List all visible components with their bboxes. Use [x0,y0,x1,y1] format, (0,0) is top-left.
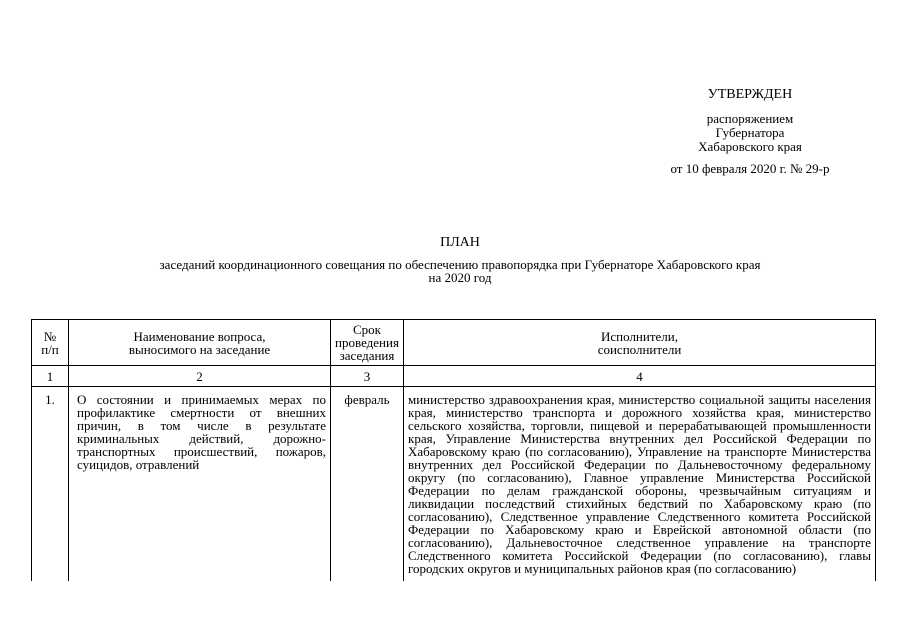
column-number-3: 3 [331,366,404,387]
header-executors-line1: Исполнители, [601,328,678,344]
row-question: О состоянии и принимаемых мерах по профилактике смертности от внешних причин, в том числе в результате криминальных действий, дорожно-транспортных происшествий, пожаров, суицидов, отравлений [69,387,331,582]
table-row [32,387,876,582]
approval-date: от 10 февраля 2020 г. № 29-р [670,161,830,176]
approval-heading: УТВЕРЖДЕН [707,87,793,102]
header-term-line1: Срок [353,322,381,337]
plan-table [31,319,876,581]
plan-subtitle-line2: на 2020 год [428,270,492,285]
header-number-line1: № [43,328,57,344]
plan-heading: ПЛАН [440,235,480,250]
header-question-line2: выносимого на заседание [128,341,271,357]
column-number-1: 1 [32,366,69,387]
approval-block [620,88,880,176]
header-number [32,320,69,366]
column-number-2: 2 [69,366,331,387]
header-term-line3: заседания [339,348,395,363]
header-executors [404,320,876,366]
header-number-line2: п/п [41,341,59,357]
row-executors: министерство здравоохранения края, министерство социальной защиты населения края, министерство транспорта и дорожного хозяйства края, министерство сельского хозяйства, торговли, пищевой и перерабатывающей промышленности края, Управление Министерства внутренних дел Российской Федерации по Хабаровскому краю (по согласованию), Управление на транспорте Министерства внутренних дел Российской Федерации по Дальневосточному федеральному округу (по согласованию), Главное управление Министерства Российской Федерации по делам гражданской обороны, чрезвычайным ситуациям и ликвидации последствий стихийных бедствий по Хабаровскому краю (по согласованию), Следственное управление Следственного комитета Российской Федерации по Хабаровскому краю и Еврейской автономной области (по согласованию), Дальневосточное следственное управление на транспорте Следственного комитета Российской Федерации (по согласованию), главы городских округов и муниципальных районов края (по согласованию) [404,387,876,582]
plan-subtitle-line1: заседаний координационного совещания по обеспечению правопорядка при Губернаторе Хабаровского края [159,257,761,272]
header-term [331,320,404,366]
table-header-row [32,320,876,366]
column-number-4: 4 [404,366,876,387]
approval-line-governor: Губернатора [715,125,785,140]
header-question [69,320,331,366]
approval-line-region: Хабаровского края [698,139,802,154]
row-number: 1. [32,387,69,582]
header-question-line1: Наименование вопроса, [133,328,266,344]
header-term-line2: проведения [335,335,399,350]
document-title [60,236,860,284]
table-numbering-row [32,366,876,387]
header-executors-line2: соисполнители [597,341,682,357]
approval-line-order: распоряжением [706,111,794,126]
row-term: февраль [331,387,404,582]
